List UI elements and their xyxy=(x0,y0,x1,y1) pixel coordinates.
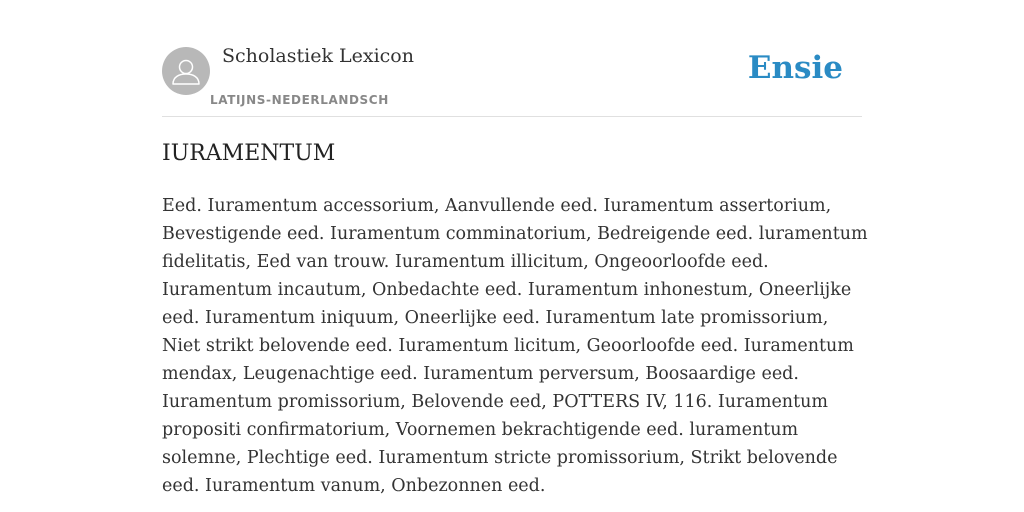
avatar[interactable] xyxy=(162,47,210,95)
entry-definition: Eed. Iuramentum accessorium, Aanvullende eed. Iuramentum assertorium, Bevestigende eed. Iuramentum comminatorium, Bedreigende eed. luramentum fidelitatis, Eed van trouw. Iuramentum illicitum, Ongeoorloofde eed. Iuramentum incautum, Onbedachte eed. Iuramentum inhonestum, Oneerlijke eed. Iuramentum iniquum, Oneerlijke eed. Iuramentum late promissorium, Niet strikt belovende eed. Iuramentum licitum, Geoorloofde eed. Iuramentum mendax, Leugenachtige eed. Iuramentum perversum, Boosaardige eed. Iuramentum promissorium, Belovende eed, POTTERS IV, 116. Iuramentum propositi confirmatorium, Voornemen bekrachtigende eed. luramentum solemne, Plechtige eed. Iuramentum stricte promissorium, Strikt belovende eed. Iuramentum vanum, Onbezonnen eed. xyxy=(162,196,868,496)
source-subtitle: LATIJNS-NEDERLANDSCH xyxy=(210,93,389,107)
entry-title: IURAMENTUM xyxy=(162,141,336,166)
ensie-logo[interactable]: Ensie xyxy=(747,50,843,86)
user-silhouette-icon xyxy=(162,47,210,95)
entry-header xyxy=(162,0,862,117)
source-title[interactable]: Scholastiek Lexicon xyxy=(222,45,414,67)
